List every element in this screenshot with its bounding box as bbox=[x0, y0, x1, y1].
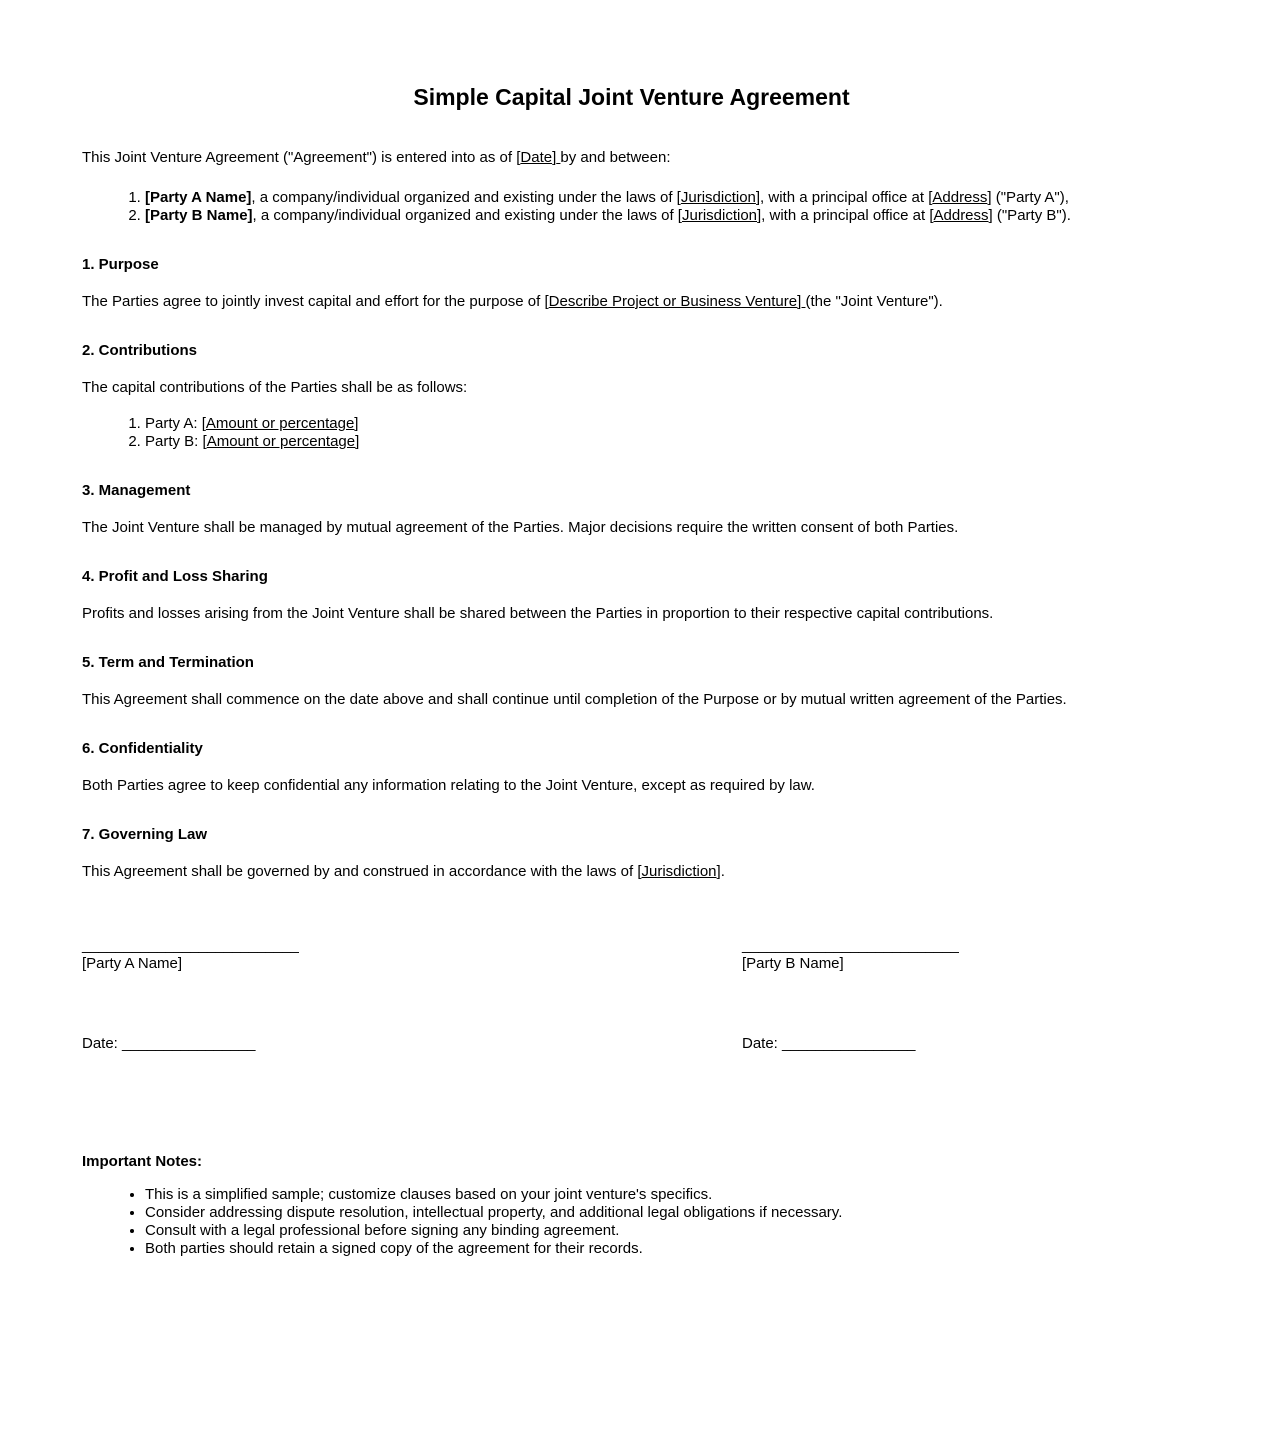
signature-party-b bbox=[742, 937, 959, 973]
party-b-jurisdiction-placeholder: Jurisdiction bbox=[681, 207, 758, 224]
intro-text-pre: This Joint Venture Agreement ("Agreement") is entered into as of [ bbox=[82, 149, 521, 166]
signature-party-a bbox=[82, 937, 742, 973]
date-party-a bbox=[82, 1035, 742, 1053]
purpose-text-post: (the "Joint Venture"). bbox=[805, 293, 943, 310]
document-title: Simple Capital Joint Venture Agreement bbox=[413, 84, 850, 110]
contributions-list bbox=[82, 415, 1181, 451]
party-b-name-placeholder: [Party B Name] bbox=[145, 207, 253, 224]
term-paragraph: This Agreement shall commence on the date above and shall continue until completion of the Purpose or by mutual written agreement of the Parties. bbox=[82, 691, 1067, 708]
note-item: • Consider addressing dispute resolution, intellectual property, and additional legal obligations if necessary. bbox=[145, 1204, 1181, 1222]
party-b-date-label: Date: bbox=[742, 1035, 783, 1052]
date-party-b bbox=[742, 1035, 916, 1053]
governing-law-jurisdiction-placeholder: Jurisdiction bbox=[641, 863, 717, 880]
party-b-text-1: , a company/individual organized and existing under the laws of [ bbox=[252, 207, 682, 224]
confidentiality-paragraph: Both Parties agree to keep confidential any information relating to the Joint Venture, except as required by law. bbox=[82, 777, 815, 794]
contribution-a-text: Party A: [ bbox=[145, 415, 206, 432]
purpose-paragraph bbox=[82, 293, 1181, 311]
party-a-date-label: Date: bbox=[82, 1035, 123, 1052]
profit-loss-paragraph: Profits and losses arising from the Joint Venture shall be shared between the Parties in proportion to their respective capital contributions. bbox=[82, 605, 994, 622]
party-a-date-line: ________________ bbox=[122, 1035, 256, 1052]
document-page bbox=[0, 84, 1263, 1445]
contribution-b-text: Party B: [ bbox=[145, 433, 207, 450]
management-paragraph: The Joint Venture shall be managed by mutual agreement of the Parties. Major decisions require the written consent of both Parties. bbox=[82, 519, 959, 536]
date-placeholder: Date bbox=[520, 149, 553, 166]
parties-list bbox=[82, 189, 1181, 225]
intro-bracket: ] bbox=[552, 149, 557, 166]
governing-law-text-post: ]. bbox=[716, 863, 725, 880]
section-heading-management: 3. Management bbox=[82, 482, 191, 499]
governing-law-text-pre: This Agreement shall be governed by and construed in accordance with the laws of [ bbox=[82, 863, 642, 880]
signature-block bbox=[82, 937, 1181, 973]
party-a-signature-label: [Party A Name] bbox=[82, 955, 183, 972]
party-a-jurisdiction-placeholder: Jurisdiction bbox=[680, 189, 756, 206]
intro-paragraph bbox=[82, 149, 1181, 167]
party-b-text-3: ] ("Party B"). bbox=[988, 207, 1071, 224]
important-notes-heading: Important Notes: bbox=[82, 1153, 202, 1170]
section-heading-governing-law: 7. Governing Law bbox=[82, 826, 208, 843]
party-a-text-1: , a company/individual organized and existing under the laws of [ bbox=[251, 189, 681, 206]
contribution-b-amount-placeholder: Amount or percentage] bbox=[206, 433, 360, 450]
contribution-party-a-item bbox=[145, 415, 1181, 433]
party-a-address-placeholder: Address bbox=[932, 189, 988, 206]
party-b-item bbox=[145, 207, 1181, 225]
party-a-item bbox=[145, 189, 1181, 207]
party-a-text-2: ], with a principal office at [ bbox=[755, 189, 933, 206]
contribution-party-b-item bbox=[145, 433, 1181, 451]
section-heading-term: 5. Term and Termination bbox=[82, 654, 254, 671]
party-b-date-line: ________________ bbox=[782, 1035, 916, 1052]
purpose-text-pre: The Parties agree to jointly invest capital and effort for the purpose of [ bbox=[82, 293, 549, 310]
party-b-address-placeholder: Address bbox=[933, 207, 989, 224]
intro-text-post: by and between: bbox=[560, 149, 671, 166]
note-item: • Consult with a legal professional before signing any binding agreement. bbox=[145, 1222, 1181, 1240]
party-a-signature-line: __________________________ bbox=[82, 937, 299, 954]
contributions-paragraph: The capital contributions of the Parties shall be as follows: bbox=[82, 379, 468, 396]
date-block bbox=[82, 1035, 1181, 1053]
important-notes-list bbox=[82, 1186, 1181, 1258]
party-a-name-placeholder: [Party A Name] bbox=[145, 189, 252, 206]
note-item: • Both parties should retain a signed copy of the agreement for their records. bbox=[145, 1240, 1181, 1258]
party-a-text-3: ] ("Party A"), bbox=[987, 189, 1069, 206]
party-b-signature-label: [Party B Name] bbox=[742, 955, 844, 972]
section-heading-confidentiality: 6. Confidentiality bbox=[82, 740, 203, 757]
purpose-placeholder: Describe Project or Business Venture] bbox=[548, 293, 806, 310]
section-heading-profit-loss: 4. Profit and Loss Sharing bbox=[82, 568, 268, 585]
governing-law-paragraph bbox=[82, 863, 1181, 881]
section-heading-purpose: 1. Purpose bbox=[82, 256, 159, 273]
party-b-signature-line: __________________________ bbox=[742, 937, 959, 954]
note-item: • This is a simplified sample; customize clauses based on your joint venture's specifics. bbox=[145, 1186, 1181, 1204]
party-b-text-2: ], with a principal office at [ bbox=[757, 207, 934, 224]
contribution-a-amount-placeholder: Amount or percentage] bbox=[205, 415, 359, 432]
section-heading-contributions: 2. Contributions bbox=[82, 342, 197, 359]
